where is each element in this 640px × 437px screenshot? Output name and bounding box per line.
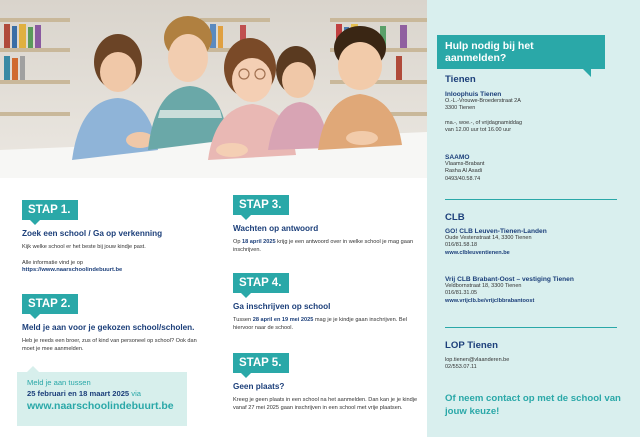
step-4 [233,273,418,332]
inloophuis-block [445,91,522,135]
step-5-badge: STAP 5. [233,353,289,373]
step-1-badge: STAP 1. [22,200,78,220]
callout-via: via [129,389,141,398]
step-3-text-a: Op [233,239,243,245]
step-3-text [233,238,418,254]
step-5-text: Kreeg je geen plaats in een school na het aanmelden. Dan kan je je kindje vanaf 27 mei 2025 gaan inschrijven in een school met vrije plaatsen. [233,397,418,411]
inloophuis-addr1: O.-L.-Vrouwe-Broederstraat 2A [445,98,521,104]
lop-block [445,357,509,372]
divider-2 [445,327,617,328]
lop-heading: LOP Tienen [445,340,498,351]
saamo-phone: 0493/40.58.74 [445,175,481,182]
saamo-line2: Rasha Al Asadi [445,168,482,175]
step-2-badge: STAP 2. [22,294,78,314]
saamo-name: SAAMO [445,154,470,161]
vrij-clb-phone: 016/81.31.05 [445,290,478,297]
children-photo [0,0,427,178]
go-clb-phone: 016/81.58.18 [445,242,478,249]
step-4-text-a: Tussen [233,317,253,323]
clb-heading: CLB [445,212,465,223]
divider-1 [445,199,617,200]
vrij-clb-name: Vrij CLB Brabant-Oost – vestiging Tienen [445,276,574,283]
final-contact-message: Of neem contact op met de school van jouw keuze! [445,393,621,417]
callout-dates [27,389,187,398]
go-clb-name: GO! CLB Leuven-Tienen-Landen [445,228,547,235]
go-clb-addr: Oude Vestenstraat 14, 3300 Tienen [445,235,532,241]
registration-callout [17,372,187,426]
step-4-title: Ga inschrijven op school [233,302,331,311]
saamo-line1: Vlaams-Brabant [445,161,485,167]
step-2 [22,294,207,353]
step-3-text-c: krijg je een antwoord over in welke school je mag gaan inschrijven. [233,239,414,253]
step-4-text-c: mag je je kindje gaan inschrijven. Bel hiervoor naar de school. [233,317,407,331]
step-4-badge: STAP 4. [233,273,289,293]
go-clb-web[interactable]: www.clbleuventienen.be [445,249,510,256]
step-1-link[interactable]: https://www.naarschoolindebuurt.be [22,267,123,273]
step-2-title: Meld je aan voor je gekozen school/scholen. [22,323,195,332]
vrij-clb-web[interactable]: www.vrijclb.be/vrijclbbrabantoost [445,297,535,304]
inloophuis-name: Inloophuis Tienen [445,91,502,98]
step-3-title: Wachten op antwoord [233,224,319,233]
inloophuis-addr2: 3300 Tienen [445,105,476,112]
step-2-text: Heb je reeds een broer, zus of kind van personeel op school? Ook dan moet je mee aanmelden. [22,338,197,352]
step-5 [233,353,418,412]
step-1-title: Zoek een school / Ga op verkenning [22,229,163,238]
go-clb-block [445,228,547,257]
inloophuis-hours2: van 12.00 uur tot 16.00 uur [445,127,512,134]
vrij-clb-block [445,276,574,305]
lop-phone: 02/553.07.11 [445,364,477,371]
step-3-badge: STAP 3. [233,195,289,215]
callout-dates-text: 25 februari en 18 maart 2025 [27,389,130,398]
step-1-text2: Alle informatie vind je op [22,260,83,266]
step-4-text [233,316,418,332]
help-title: Hulp nodig bij het aanmelden? [437,35,605,69]
step-5-title: Geen plaats? [233,382,285,391]
lop-email[interactable]: lop.tienen@vlaanderen.be [445,357,510,363]
tienen-heading: Tienen [445,74,476,85]
step-3 [233,195,418,254]
vrij-clb-addr: Veldbornstraat 18, 3300 Tienen [445,283,522,289]
step-4-date: 28 april en 19 mei 2025 [252,317,314,323]
step-3-date: 18 april 2025 [242,239,276,245]
step-1 [22,200,212,273]
step-1-text: Kijk welke school er het beste bij jouw kindje past. [22,244,146,250]
callout-url[interactable]: www.naarschoolindebuurt.be [27,400,174,412]
inloophuis-hours1: ma.-, woe.-, of vrijdagnamiddag [445,119,523,126]
callout-line1: Meld je aan tussen [27,378,91,387]
saamo-block [445,154,484,183]
